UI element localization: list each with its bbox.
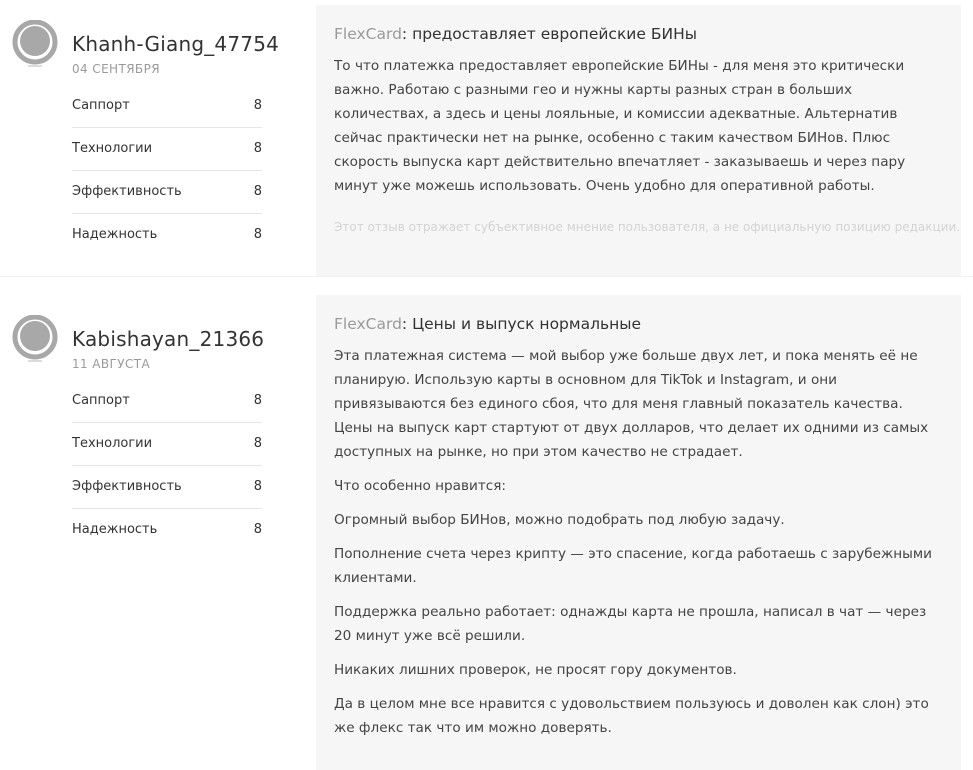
rating-list [72,85,262,256]
review-paragraph: То что платежка предоставляет европейские БИНы - для меня это критически важно. Работаю с разными гео и нужны карты разных стран в больших количествах, а здесь и цены лояльные, и комиссии адекватные. Альтернатив сейчас практически нет на рынке, особенно с таким качеством БИНов. Плюс скорость выпуска карт действительно впечатляет - заказываешь и через пару минут уже можешь использовать. Очень удобно для оперативной работы. [334,58,906,194]
rating-label: Технологии [72,141,153,156]
rating-value: 8 [253,141,262,156]
avatar[interactable] [12,20,58,68]
rating-row-reliability [72,214,262,256]
rating-list [72,380,262,551]
review-title-text: : Цены и выпуск нормальные [401,315,642,333]
rating-value: 8 [253,522,262,537]
avatar[interactable] [12,315,58,363]
review-date: 04 СЕНТЯБРЯ [72,62,160,76]
review-title-text: : предоставляет европейские БИНы [401,25,697,43]
review-date: 11 АВГУСТА [72,357,151,371]
user-avatar-icon [12,315,58,363]
review-paragraph: Поддержка реально работает: однажды карта не прошла, написал в чат — через 20 минут уже всё решили. [334,604,927,644]
review-author-panel [0,295,300,770]
review-title [334,315,944,333]
rating-label: Саппорт [72,98,130,113]
rating-label: Эффективность [72,184,182,199]
review-username[interactable]: Kabishayan_21366 [72,327,265,351]
review-divider [0,276,973,296]
rating-value: 8 [253,184,262,199]
brand-name[interactable]: FlexCard [334,315,402,333]
review-card [0,295,973,770]
review-paragraph: Да в целом мне все нравится с удовольствием пользуюсь и доволен как слон) это же флекс так что им можно доверять. [334,696,929,736]
rating-row-reliability [72,509,262,551]
rating-row-technology [72,423,262,466]
brand-name[interactable]: FlexCard [334,25,402,43]
review-disclaimer: Этот отзыв отражает субъективное мнение пользователя, а не официальную позицию редакции. [334,220,961,234]
review-content-panel [316,5,961,276]
rating-row-support [72,85,262,128]
rating-row-support [72,380,262,423]
rating-value: 8 [253,479,262,494]
rating-label: Технологии [72,436,153,451]
user-avatar-icon [12,20,58,68]
review-paragraph: Пополнение счета через крипту — это спасение, когда работаешь с зарубежными клиентами. [334,546,932,586]
review-username[interactable]: Khanh-Giang_47754 [72,32,280,56]
review-card [0,0,973,276]
rating-label: Эффективность [72,479,182,494]
review-paragraph: Никаких лишних проверок, не просят гору документов. [334,662,737,678]
rating-row-efficiency [72,466,262,509]
review-title [334,25,944,43]
rating-value: 8 [253,393,262,408]
rating-row-efficiency [72,171,262,214]
review-content-panel [316,295,961,770]
rating-label: Надежность [72,227,158,242]
rating-label: Саппорт [72,393,130,408]
review-paragraph: Что особенно нравится: [334,478,506,494]
review-paragraph: Эта платежная система — мой выбор уже больше двух лет, и пока менять её не планирую. Использую карты в основном для TikTok и Instagram, и они привязываются без единого сбоя, что для меня главный показатель качества. Цены на выпуск карт стартуют от двух долларов, что делает их одними из самых доступных на рынке, но при этом качество не страдает. [334,348,929,460]
rating-value: 8 [253,98,262,113]
review-author-panel [0,0,300,276]
rating-value: 8 [253,227,262,242]
review-paragraph: Огромный выбор БИНов, можно подобрать под любую задачу. [334,512,785,528]
rating-label: Надежность [72,522,158,537]
rating-row-technology [72,128,262,171]
rating-value: 8 [253,436,262,451]
